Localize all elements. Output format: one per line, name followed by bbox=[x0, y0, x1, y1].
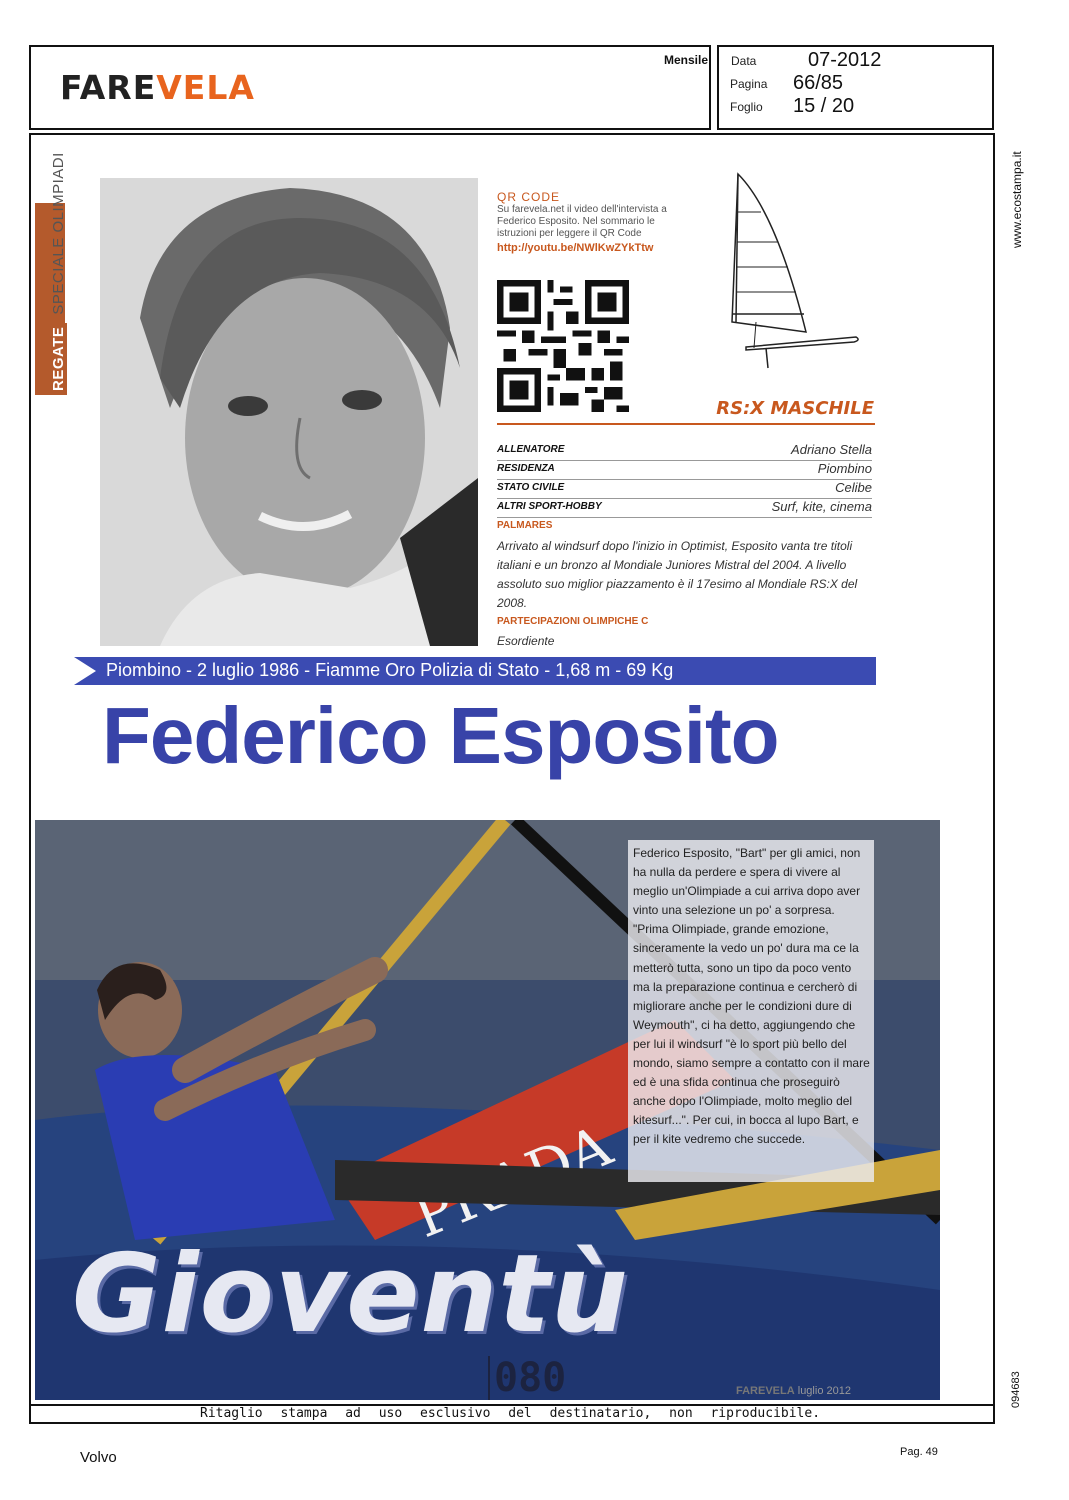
data-label: Data bbox=[731, 54, 757, 68]
footer-magazine-name: FAREVELA bbox=[736, 1385, 795, 1397]
footer-magazine-date: luglio 2012 bbox=[797, 1385, 851, 1397]
advertiser: Volvo bbox=[80, 1449, 117, 1466]
side-code: 094683 bbox=[1010, 1371, 1022, 1408]
logo-part-vela: VELA bbox=[156, 68, 255, 107]
section-tab-label: REGATE bbox=[50, 323, 67, 395]
info-value: Surf, kite, cinema bbox=[771, 499, 872, 514]
page-number: 080 bbox=[488, 1356, 566, 1400]
windsurf-board-sketch bbox=[716, 172, 866, 372]
info-value: Adriano Stella bbox=[791, 442, 872, 457]
section-subtitle: SPECIALE OLIMPIADI bbox=[50, 152, 67, 315]
palmares-text: Arrivato al windsurf dopo l'inizio in Optimist, Esposito vanta tre titoli italiani e un bronzo al Mondiale Juniores Mistral del 2004. A livello assoluto suo miglior piazzamento è il 17esimo al Mondiale RS:X del 2008. bbox=[497, 539, 858, 610]
logo-part-fare: FARE bbox=[60, 68, 157, 107]
qr-url[interactable]: http://youtu.be/NWlKwZYkTtw bbox=[497, 242, 654, 254]
arrow-icon bbox=[74, 657, 96, 685]
info-row-residence bbox=[497, 460, 872, 480]
info-label: RESIDENZA bbox=[497, 463, 555, 474]
athlete-name: Federico Esposito bbox=[102, 691, 779, 780]
info-row-civil-status bbox=[497, 479, 872, 499]
info-label: ALLENATORE bbox=[497, 444, 565, 455]
side-site: www.ecostampa.it bbox=[1010, 151, 1024, 248]
board-drawing bbox=[716, 172, 866, 372]
info-label: STATO CIVILE bbox=[497, 482, 565, 493]
headline: Gioventù bbox=[72, 1232, 629, 1357]
body-text: Federico Esposito, "Bart" per gli amici, non ha nulla da perdere e spera di vivere al meglio un'Olimpiade a cui arriva dopo aver vinto una selezione un po' a sorpresa. "Prima Olimpiade, grande emozione, sinceramente la vedo un po' dura ma ce la metterò tutta, sono un tipo da poco vento ma la preparazione continua e cercherò di migliorare anche per le condizioni dure di Weymouth", ci ha detto, aggiungendo che per lui il windsurf "è lo sport più bello del mondo, siamo sempre a contatto con il mare ed è una sfida continua che proseguirò anche dopo l'Olimpiade, molto meglio del kitesurf...". Per cui, in bocca al lupo Bart, e per il kite vedremo che succede. bbox=[633, 846, 870, 1147]
magazine-logo bbox=[60, 68, 255, 107]
info-row-hobbies bbox=[497, 498, 872, 518]
category-divider bbox=[497, 423, 875, 425]
category-title: RS:X MASCHILE bbox=[716, 398, 874, 419]
portrait-illustration bbox=[100, 178, 478, 646]
qr-code-graphic bbox=[497, 280, 629, 412]
palmares-heading: PALMARES bbox=[497, 520, 553, 531]
footer-magazine bbox=[736, 1385, 851, 1397]
pag-number: Pag. 49 bbox=[900, 1446, 938, 1458]
olympics-text: Esordiente bbox=[497, 634, 555, 648]
foglio-label: Foglio bbox=[730, 100, 763, 114]
bio-text: Piombino - 2 luglio 1986 - Fiamme Oro Polizia di Stato - 1,68 m - 69 Kg bbox=[106, 660, 674, 680]
qr-title: QR CODE bbox=[497, 190, 561, 204]
info-row-coach bbox=[497, 441, 872, 461]
pagina-value: 66/85 bbox=[793, 72, 844, 94]
athlete-portrait bbox=[100, 178, 478, 646]
frequency-label: Mensile bbox=[664, 53, 709, 67]
data-value: 07-2012 bbox=[808, 49, 882, 71]
pagina-label: Pagina bbox=[730, 77, 768, 91]
olympics-heading: PARTECIPAZIONI OLIMPICHE C bbox=[497, 616, 649, 627]
foglio-value: 15 / 20 bbox=[793, 95, 855, 117]
clipping-notice: Ritaglio stampa ad uso esclusivo del destinatario, non riproducibile. bbox=[200, 1406, 821, 1421]
info-label: ALTRI SPORT-HOBBY bbox=[497, 501, 602, 512]
info-value: Piombino bbox=[817, 461, 872, 476]
info-value: Celibe bbox=[835, 480, 872, 495]
section-heading bbox=[50, 152, 67, 395]
body-text-box bbox=[628, 840, 874, 1182]
qr-code-image[interactable] bbox=[497, 280, 629, 412]
qr-description: Su farevela.net il video dell'intervista a Federico Esposito. Nel sommario le istruzioni per leggere il QR Code bbox=[497, 204, 667, 239]
